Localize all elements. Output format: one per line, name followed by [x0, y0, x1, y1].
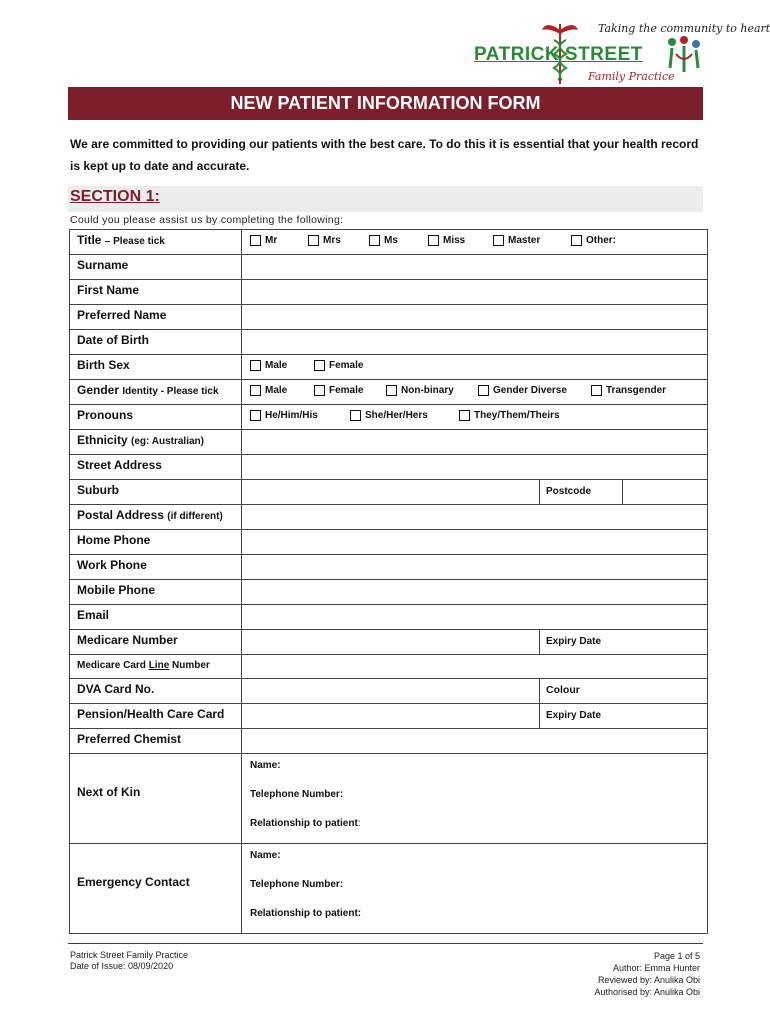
- checkbox-icon[interactable]: [250, 235, 261, 246]
- checkbox-icon[interactable]: [314, 360, 325, 371]
- logo-tagline: Taking the community to heart: [598, 22, 770, 35]
- checkbox-icon[interactable]: [250, 410, 261, 421]
- kin-label: Next of Kin: [70, 754, 242, 844]
- checkbox-icon[interactable]: [250, 385, 261, 396]
- table-row: [70, 405, 708, 430]
- emergency-label: Emergency Contact: [70, 844, 242, 934]
- table-row: [70, 380, 708, 405]
- table-row: [70, 430, 708, 455]
- intro-text: We are committed to providing our patients with the best care. To do this it is essential that your health record is kept up to date and accurate.: [70, 137, 699, 173]
- emergency-relationship-label: Relationship to patient:: [250, 908, 362, 919]
- pronouns-options: [242, 405, 708, 430]
- gender-female[interactable]: Female: [314, 385, 363, 396]
- medicare-line-field[interactable]: [242, 655, 708, 679]
- checkbox-icon[interactable]: [350, 410, 361, 421]
- title-label-text: Title: [77, 233, 102, 247]
- chemist-label: Preferred Chemist: [70, 729, 242, 754]
- divider: [539, 480, 540, 504]
- title-hint: – Please tick: [104, 236, 165, 247]
- table-row: [70, 630, 708, 655]
- surname-label: Surname: [70, 255, 242, 280]
- checkbox-icon[interactable]: [478, 385, 489, 396]
- table-row: [70, 505, 708, 530]
- dva-label: DVA Card No.: [70, 679, 242, 704]
- title-option-other[interactable]: Other:: [571, 235, 616, 246]
- street-label: Street Address: [70, 455, 242, 480]
- practice-logo: [470, 16, 770, 88]
- dob-field[interactable]: [242, 330, 708, 355]
- home-phone-label: Home Phone: [70, 530, 242, 555]
- footer-issue-date: Date of Issue: 08/09/2020: [70, 961, 174, 971]
- section-heading: SECTION 1:: [70, 188, 160, 205]
- patient-form-table: [69, 229, 708, 934]
- title-label: [70, 230, 242, 255]
- table-row: [70, 679, 708, 704]
- title-option-mrs[interactable]: Mrs: [308, 235, 341, 246]
- birth-sex-male[interactable]: Male: [250, 360, 287, 371]
- gender-non-binary[interactable]: Non-binary: [386, 385, 454, 396]
- footer-page-number: Page 1 of 5: [653, 951, 700, 961]
- table-row: [70, 330, 708, 355]
- title-option-ms[interactable]: Ms: [369, 235, 398, 246]
- footer-reviewed: Reviewed by: Anulika Obi: [597, 975, 700, 985]
- table-row: [70, 555, 708, 580]
- checkbox-icon[interactable]: [459, 410, 470, 421]
- kin-phone-label: Telephone Number:: [250, 789, 344, 800]
- pronoun-he[interactable]: He/Him/His: [250, 410, 318, 421]
- pronouns-label: Pronouns: [70, 405, 242, 430]
- title-options: [242, 230, 708, 255]
- checkbox-icon[interactable]: [428, 235, 439, 246]
- dob-label: Date of Birth: [70, 330, 242, 355]
- title-option-miss[interactable]: Miss: [428, 235, 465, 246]
- logo-subtitle: Family Practice: [588, 70, 675, 83]
- table-row: [70, 305, 708, 330]
- footer-left: [70, 950, 188, 972]
- birth-sex-female[interactable]: Female: [314, 360, 363, 371]
- emergency-field[interactable]: [242, 844, 708, 934]
- pension-label: Pension/Health Care Card: [70, 704, 242, 729]
- divider: [539, 704, 540, 728]
- checkbox-icon[interactable]: [493, 235, 504, 246]
- postal-label: Postal Address (if different): [70, 505, 242, 530]
- colour-label: Colour: [546, 684, 580, 696]
- mobile-label: Mobile Phone: [70, 580, 242, 605]
- table-row: [70, 580, 708, 605]
- table-row: [70, 704, 708, 729]
- kin-field[interactable]: [242, 754, 708, 844]
- postal-field[interactable]: [242, 505, 708, 530]
- pronoun-she[interactable]: She/Her/Hers: [350, 410, 428, 421]
- table-row: [70, 729, 708, 754]
- suburb-field[interactable]: [242, 480, 708, 505]
- birth-sex-options: [242, 355, 708, 380]
- mobile-field[interactable]: [242, 580, 708, 605]
- table-row: [70, 605, 708, 630]
- checkbox-icon[interactable]: [571, 235, 582, 246]
- table-row: [70, 280, 708, 305]
- pension-field[interactable]: [242, 704, 708, 729]
- kin-name-label: Name:: [250, 760, 281, 771]
- table-row: [70, 455, 708, 480]
- chemist-field[interactable]: [242, 729, 708, 754]
- checkbox-icon[interactable]: [386, 385, 397, 396]
- table-row: [70, 255, 708, 280]
- gender-male[interactable]: Male: [250, 385, 287, 396]
- footer-divider: [68, 943, 703, 944]
- table-row: [70, 480, 708, 505]
- first-name-field[interactable]: [242, 280, 708, 305]
- street-field[interactable]: [242, 455, 708, 480]
- table-row: [70, 230, 708, 255]
- title-option-mr[interactable]: Mr: [250, 235, 277, 246]
- medicare-field[interactable]: [242, 630, 708, 655]
- ethnicity-label: Ethnicity (eg: Australian): [70, 430, 242, 455]
- table-row: [70, 844, 708, 934]
- emergency-name-label: Name:: [250, 850, 281, 861]
- ethnicity-field[interactable]: [242, 430, 708, 455]
- table-row: [70, 530, 708, 555]
- section-prompt: Could you please assist us by completing the following:: [70, 214, 344, 226]
- footer-author: Author: Emma Hunter: [612, 963, 700, 973]
- medicare-expiry-label: Expiry Date: [546, 636, 602, 647]
- work-phone-label: Work Phone: [70, 555, 242, 580]
- gender-options: [242, 380, 708, 405]
- gender-diverse[interactable]: Gender Diverse: [478, 385, 567, 396]
- form-title: NEW PATIENT INFORMATION FORM: [68, 87, 703, 120]
- footer-right: [594, 950, 700, 998]
- preferred-name-label: Preferred Name: [70, 305, 242, 330]
- work-phone-field[interactable]: [242, 555, 708, 580]
- divider: [622, 480, 623, 504]
- suburb-label: Suburb: [70, 480, 242, 505]
- pronoun-they[interactable]: They/Them/Theirs: [459, 410, 560, 421]
- footer-practice: Patrick Street Family Practice: [70, 950, 189, 960]
- birth-sex-label: Birth Sex: [70, 355, 242, 380]
- pension-expiry-label: Expiry Date: [546, 710, 602, 721]
- title-option-master[interactable]: Master: [493, 235, 540, 246]
- medicare-label: Medicare Number: [70, 630, 242, 655]
- checkbox-icon[interactable]: [591, 385, 602, 396]
- checkbox-icon[interactable]: [308, 235, 319, 246]
- logo-brand: PATRICK STREET: [474, 44, 643, 65]
- divider: [539, 679, 540, 703]
- footer-authorised: Authorised by: Anulika Obi: [594, 987, 700, 997]
- postcode-label: Postcode: [546, 486, 592, 497]
- home-phone-field[interactable]: [242, 530, 708, 555]
- checkbox-icon[interactable]: [369, 235, 380, 246]
- kin-relationship-label: Relationship to patient:: [250, 818, 361, 829]
- divider: [539, 630, 540, 654]
- preferred-name-field[interactable]: [242, 305, 708, 330]
- section-header: [68, 186, 703, 212]
- first-name-label: First Name: [70, 280, 242, 305]
- gender-transgender[interactable]: Transgender: [591, 385, 666, 396]
- email-label: Email: [70, 605, 242, 630]
- medicare-line-label: Medicare Card Line Number: [70, 655, 242, 679]
- surname-field[interactable]: [242, 255, 708, 280]
- email-field[interactable]: [242, 605, 708, 630]
- dva-field[interactable]: [242, 679, 708, 704]
- table-row: [70, 655, 708, 679]
- gender-label: Gender Identity - Please tick: [70, 380, 242, 405]
- checkbox-icon[interactable]: [314, 385, 325, 396]
- checkbox-icon[interactable]: [250, 360, 261, 371]
- table-row: [70, 754, 708, 844]
- emergency-phone-label: Telephone Number:: [250, 879, 344, 890]
- table-row: [70, 355, 708, 380]
